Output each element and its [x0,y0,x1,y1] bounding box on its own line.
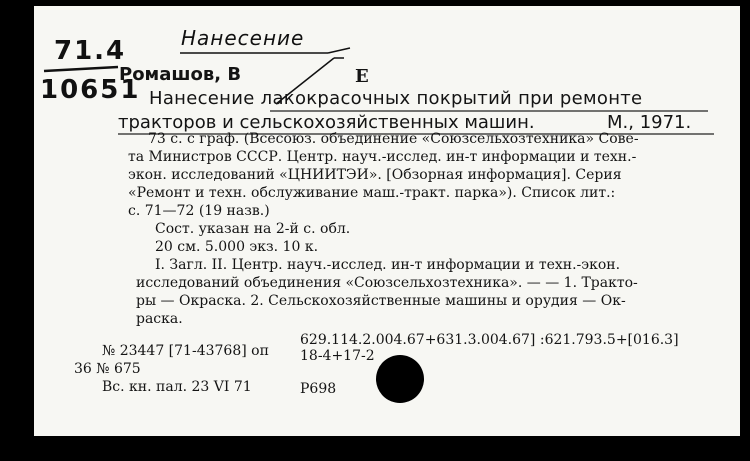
tracing-line-1: I. Загл. II. Центр. науч.-исслед. ин-т информации и техн.-экон. [155,257,621,273]
title-line-2: тракторов и сельскохозяйственных машин. [118,112,535,133]
record-code: 18-4+17-2 [300,348,375,364]
title-imprint: М., 1971. [607,112,692,133]
record-number: № 23447 [71-43768] оп [102,343,269,359]
desc-line-2: та Министров СССР. Центр. науч.-исслед. ин-т информации и техн.- [128,149,637,165]
udc-classification: 629.114.2.004.67+631.3.004.67] :621.793.5+[016.3] [300,332,679,348]
printing-code: Р698 [300,381,337,397]
author-heading: Ромашов, В [119,64,242,85]
note-compiler: Сост. указан на 2-й с. обл. [155,221,351,237]
letter-e: Е [355,66,369,87]
title-line-1: Нанесение лакокрасочных покрытий при ремонте [149,88,643,109]
tracing-line-2: исследований объединения «Союзсельхозтехника». — — 1. Тракто- [136,275,638,291]
note-size-print-run: 20 см. 5.000 экз. 10 к. [155,239,319,255]
tracing-line-3: ры — Окраска. 2. Сельскохозяйственные машины и орудия — Ок- [136,293,626,309]
handwritten-class-top: 71.4 [54,36,127,66]
tracing-line-4: раска. [136,311,183,327]
printing-info: Вс. кн. пал. 23 VI 71 [102,379,252,395]
desc-line-3: экон. исследований «ЦНИИТЭИ». [Обзорная информация]. Серия [128,167,622,183]
desc-line-4: «Ремонт и техн. обслуживание маш.-тракт. парка»). Список лит.: [128,185,616,201]
punch-hole [376,355,424,403]
left-number: 36 № 675 [74,361,141,377]
desc-line-5: с. 71—72 (19 назв.) [128,203,270,219]
desc-line-1: 73 с. с граф. (Всесоюз. объединение «Союзсельхозтехника» Сове- [148,131,639,147]
handwritten-subject: Нанесение [181,26,305,50]
handwritten-class-bottom: 10651 [40,75,141,105]
